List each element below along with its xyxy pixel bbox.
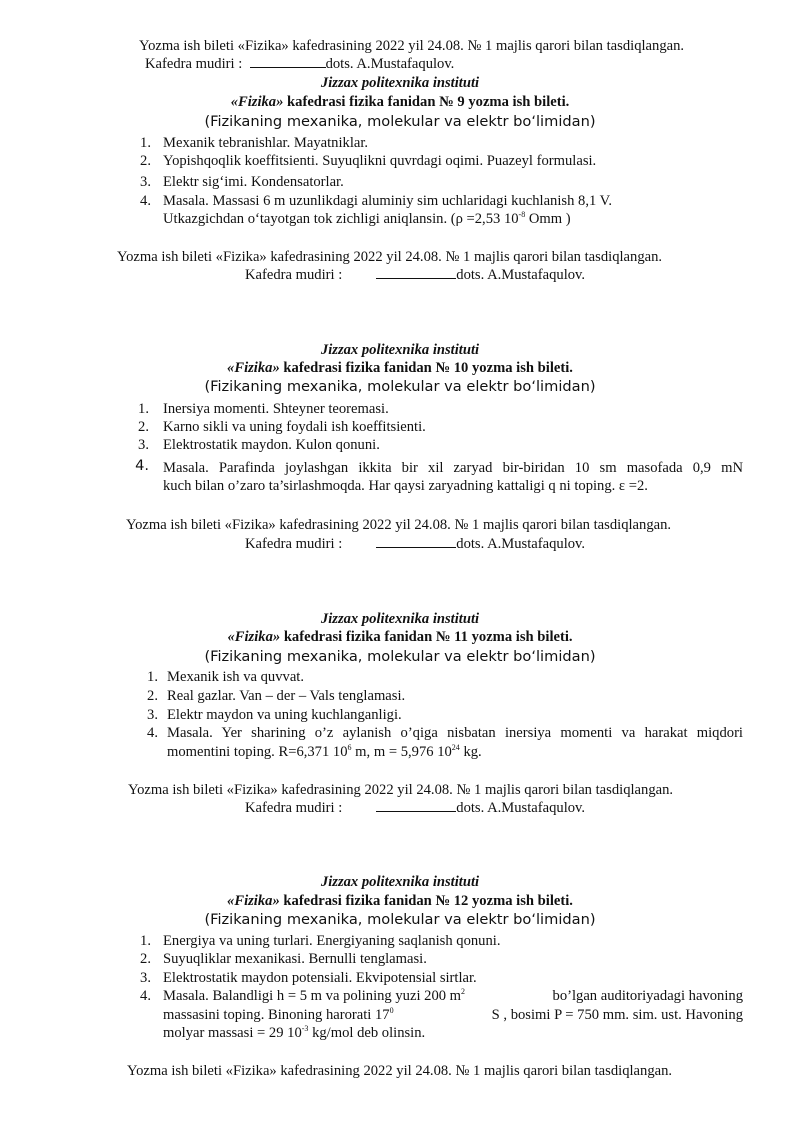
superscript: -8: [518, 210, 526, 219]
text: Masala. Balandligi h = 5 m va polining yuzi 200 m: [163, 988, 462, 1004]
ticket-subtitle: (Fizikaning mexanika, molekular va elektr bo‘limidan): [204, 113, 596, 130]
list-item: Masala. Massasi 6 m uzunlikdagi aluminiy sim uchlaridagi kuchlanish 8,1 V.: [163, 193, 612, 209]
text: bo’lgan auditoriyadagi havoning: [552, 988, 743, 1004]
list-item: Mexanik tebranishlar. Mayatniklar.: [163, 135, 369, 151]
list-item: Energiya va uning turlari. Energiyaning saqlanish qonuni.: [163, 933, 501, 949]
signature-blank: [376, 799, 456, 812]
list-number: 3.: [147, 707, 158, 723]
list-item: Yopishqoqlik koeffitsienti. Suyuqlikni quvrdagi oqimi. Puazeyl formulasi.: [163, 153, 597, 169]
ticket-subtitle: (Fizikaning mexanika, molekular va elektr bo‘limidan): [204, 911, 596, 928]
head-label: Kafedra mudiri :: [245, 267, 343, 283]
ticket-title: [0, 359, 800, 377]
list-item: Suyuqliklar mexanikasi. Bernulli tenglamasi.: [163, 951, 427, 967]
text: m, m = 5,976 10: [351, 744, 452, 760]
list-number: 1.: [138, 401, 149, 417]
ticket-title: [0, 628, 800, 646]
list-number: 2.: [138, 419, 149, 435]
text: Utkazgichdan o‘tayotgan tok zichligi aniqlansin. (ρ =2,53 10: [163, 211, 519, 227]
list-number: 4.: [135, 457, 149, 474]
institute-name: Jizzax politexnika instituti: [320, 75, 480, 91]
list-number: 1.: [140, 933, 151, 949]
head-name: dots. A.Mustafaqulov.: [456, 800, 586, 816]
superscript: 6: [347, 743, 352, 752]
list-number: 2.: [140, 951, 151, 967]
text: S , bosimi P = 750 mm. sim. ust. Havoning: [491, 1007, 743, 1023]
head-label: Kafedra mudiri :: [245, 800, 343, 816]
head-name: dots. A.Mustafaqulov.: [325, 56, 455, 72]
ticket-title: [0, 892, 800, 910]
title-rest: kafedrasi fizika fanidan № 10 yozma ish bileti.: [279, 360, 573, 376]
list-item: Masala. Parafinda joylashgan ikkita bir xil zaryad bir-biridan 10 sm masofada 0,9 mN: [163, 460, 743, 476]
institute-name: Jizzax politexnika instituti: [320, 611, 480, 627]
list-number: 2.: [147, 688, 158, 704]
head-label: Kafedra mudiri :: [145, 56, 243, 72]
list-item: Inersiya momenti. Shteyner teoremasi.: [163, 401, 389, 417]
head-signature-line: [245, 266, 585, 284]
title-rest: kafedrasi fizika fanidan № 11 yozma ish bileti.: [280, 629, 573, 645]
list-item: Elektrostatik maydon. Kulon qonuni.: [163, 437, 380, 453]
list-number: 1.: [147, 669, 158, 685]
list-item-continuation: [163, 210, 571, 228]
list-item: [163, 987, 743, 1005]
ticket-title: [0, 93, 800, 111]
ticket-subtitle: (Fizikaning mexanika, molekular va elektr bo‘limidan): [204, 648, 596, 665]
list-number: 3.: [138, 437, 149, 453]
list-number: 3.: [140, 174, 151, 190]
head-signature-line: [145, 55, 454, 73]
text: [163, 1006, 394, 1024]
signature-blank: [376, 266, 456, 279]
text: kg/mol deb olinsin.: [308, 1025, 426, 1041]
approval-line: Yozma ish bileti «Fizika» kafedrasining 2022 yil 24.08. № 1 majlis qarori bilan tasdiqlangan.: [128, 782, 674, 798]
title-quote: «Fizika»: [227, 893, 280, 909]
list-number: 1.: [140, 135, 151, 151]
title-quote: «Fizika»: [227, 360, 280, 376]
superscript: 24: [451, 743, 460, 752]
head-name: dots. A.Mustafaqulov.: [456, 267, 586, 283]
title-rest: kafedrasi fizika fanidan № 12 yozma ish bileti.: [279, 893, 573, 909]
list-number: 4.: [147, 725, 158, 741]
list-item: Mexanik ish va quvvat.: [167, 669, 304, 685]
superscript: -3: [301, 1024, 309, 1033]
list-item-continuation: [163, 1006, 743, 1024]
list-number: 3.: [140, 970, 151, 986]
head-signature-line: [245, 799, 585, 817]
approval-line: Yozma ish bileti «Fizika» kafedrasining 2022 yil 24.08. № 1 majlis qarori bilan tasdiqlangan.: [139, 38, 685, 54]
list-item: Masala. Yer sharining o’z aylanish o’qiga nisbatan inersiya momenti va harakat miqdori: [167, 725, 743, 741]
list-item: Elektr sig‘imi. Kondensatorlar.: [163, 174, 344, 190]
list-item-continuation: [163, 1024, 425, 1042]
text: momentini toping. R=6,371 10: [167, 744, 348, 760]
institute-name: Jizzax politexnika instituti: [320, 342, 480, 358]
list-number: 2.: [140, 153, 151, 169]
approval-line: Yozma ish bileti «Fizika» kafedrasining 2022 yil 24.08. № 1 majlis qarori bilan tasdiqlangan.: [127, 1063, 673, 1079]
signature-blank: [376, 535, 456, 548]
institute-name: Jizzax politexnika instituti: [320, 874, 480, 890]
list-item: Elektrostatik maydon potensiali. Ekvipotensial sirtlar.: [163, 970, 477, 986]
list-item-continuation: kuch bilan o’zaro ta’sirlashmoqda. Har qaysi zaryadning kattaligi q ni toping. ε =2.: [163, 478, 648, 494]
text: molyar massasi = 29 10: [163, 1025, 302, 1041]
list-item: Karno sikli va uning foydali ish koeffitsienti.: [163, 419, 426, 435]
list-item: Real gazlar. Van – der – Vals tenglamasi.: [167, 688, 406, 704]
ticket-subtitle: (Fizikaning mexanika, molekular va elektr bo‘limidan): [204, 378, 596, 395]
title-quote: «Fizika»: [230, 94, 284, 110]
text: kg.: [459, 744, 482, 760]
text: massasini toping. Binoning harorati 17: [163, 1007, 390, 1023]
list-number: 4.: [140, 193, 151, 209]
list-number: 4.: [140, 988, 151, 1004]
list-item-continuation: [167, 743, 482, 761]
superscript: 2: [461, 987, 466, 996]
text: Omm ): [525, 211, 571, 227]
approval-line: Yozma ish bileti «Fizika» kafedrasining 2022 yil 24.08. № 1 majlis qarori bilan tasdiqlangan.: [117, 249, 663, 265]
list-item: Elektr maydon va uning kuchlanganligi.: [167, 707, 402, 723]
text: [163, 987, 465, 1005]
approval-line: Yozma ish bileti «Fizika» kafedrasining 2022 yil 24.08. № 1 majlis qarori bilan tasdiqlangan.: [126, 517, 672, 533]
head-name: dots. A.Mustafaqulov.: [456, 536, 586, 552]
title-rest: kafedrasi fizika fanidan № 9 yozma ish bileti.: [283, 94, 570, 110]
head-signature-line: [245, 535, 585, 553]
superscript: 0: [389, 1006, 394, 1015]
signature-blank: [250, 55, 326, 68]
head-label: Kafedra mudiri :: [245, 536, 343, 552]
title-quote: «Fizika»: [227, 629, 281, 645]
